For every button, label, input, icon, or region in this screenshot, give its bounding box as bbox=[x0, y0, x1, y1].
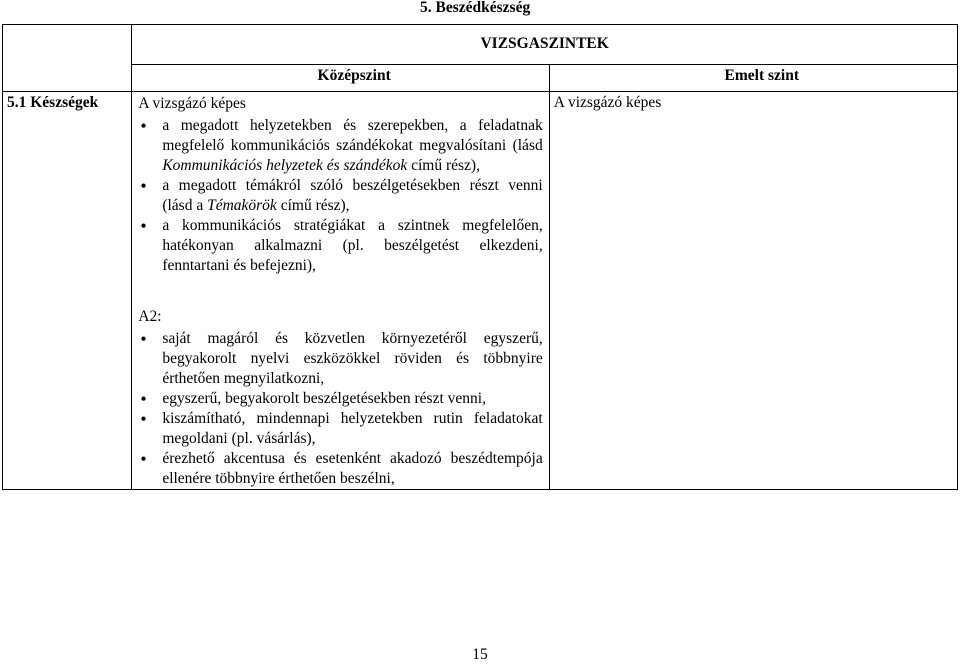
page-header-text: 5. Beszédkészség bbox=[420, 0, 531, 16]
exam-levels-table bbox=[2, 24, 958, 490]
a2-list bbox=[138, 329, 542, 489]
list-item: • saját magáról és közvetlen környezetéről egyszerű, begyakorolt nyelvi eszközökkel röviden és többnyire érthetően megnyilatkozni, bbox=[138, 329, 542, 389]
page-number: 15 bbox=[472, 646, 488, 663]
kozep-intro: A vizsgázó képes bbox=[138, 95, 246, 112]
list-item: • egyszerű, begyakorolt beszélgetésekben részt venni, bbox=[138, 389, 542, 409]
kozep-list bbox=[138, 116, 542, 276]
kozepszint-content bbox=[132, 92, 549, 490]
corner-cell bbox=[3, 25, 132, 92]
emelt-szint-content bbox=[549, 92, 957, 490]
list-item: • érezhető akcentusa és esetenként akadozó beszédtempója ellenére többnyire érthetően beszélni, bbox=[138, 449, 542, 489]
a2-label: A2: bbox=[138, 308, 162, 325]
list-item: • a megadott helyzetekben és szerepekben, a feladatnak megfelelő kommunikációs szándékokat megvalósítani (lásd Kommunikációs helyzetek és szándékok című rész), bbox=[138, 116, 542, 176]
col-header-emelt-szint: Emelt szint bbox=[549, 65, 957, 92]
table-title: VIZSGASZINTEK bbox=[132, 25, 958, 65]
list-item: • kiszámítható, mindennapi helyzetekben rutin feladatokat megoldani (pl. vásárlás), bbox=[138, 409, 542, 449]
row-label: 5.1 Készségek bbox=[3, 92, 132, 490]
emelt-intro: A vizsgázó képes bbox=[553, 94, 662, 111]
col-header-kozepszint: Középszint bbox=[132, 65, 549, 92]
list-item: • a megadott témákról szóló beszélgetésekben részt venni (lásd a Témakörök című rész), bbox=[138, 176, 542, 216]
list-item: • a kommunikációs stratégiákat a szintnek megfelelően, hatékonyan alkalmazni (pl. beszélgetést elkezdeni, fenntartani és befejezni), bbox=[138, 216, 542, 276]
